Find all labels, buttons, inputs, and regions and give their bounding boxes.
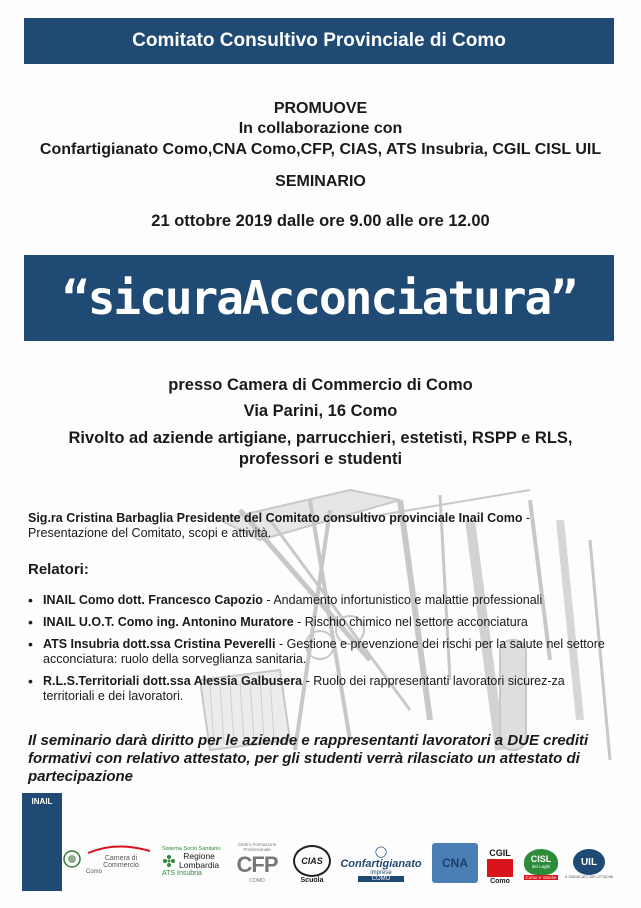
audience-line1: Rivolto ad aziende artigiane, parrucchieri, estetisti, RSPP e RLS, (68, 429, 573, 447)
relatore-speaker: INAIL U.O.T. Como ing. Antonino Muratore (43, 615, 294, 629)
audience-line2: professori e studenti (238, 450, 403, 468)
seminario-label: SEMINARIO (275, 173, 366, 190)
relatore-item (28, 615, 618, 630)
presentation-separator: - (522, 511, 531, 525)
cias-scuola-logo: CIAS Scuola (290, 842, 334, 886)
promuove-label: PROMUOVE (273, 100, 368, 117)
cgil-red-block (487, 859, 513, 877)
camera-commercio-logo: Camera di Commercio Como (86, 843, 156, 877)
relatore-item (28, 593, 618, 608)
comitato-seal-icon (62, 848, 82, 870)
venue-place: presso Camera di Commercio di Como (168, 376, 473, 394)
confartigianato-logo: ◯ Confartigianato imprese COMO (340, 845, 422, 882)
event-date: 21 ottobre 2019 dalle ore 9.00 alle ore 12.00 (151, 212, 490, 230)
presentation-block (28, 511, 618, 541)
relatori-heading: Relatori: (28, 561, 89, 578)
inail-logo: INAIL (22, 793, 62, 891)
collab-label: In collaborazione con (238, 120, 403, 137)
relatore-speaker: R.L.S.Territoriali dott.ssa Alessia Galbusera (43, 674, 303, 688)
event-title: “sicuraAcconciatura” (62, 271, 576, 325)
bullet-icon: • (28, 636, 33, 652)
relatore-topic: - Ruolo dei rappresentanti lavoratori sicurez-za territoriali e dei lavoratori. (43, 674, 565, 703)
header-bar (24, 18, 614, 64)
cfp-logo: Centro Formazione Professionale CFP COMO (236, 842, 278, 884)
rosa-camuna-icon (162, 854, 176, 868)
cna-logo: CNA (432, 843, 478, 883)
confartigianato-mark-icon: ◯ (374, 845, 388, 858)
event-title-bar (24, 255, 614, 341)
relatore-topic: - Andamento infortunistico e malattie professionali (262, 593, 543, 607)
closing-note: Il seminario darà diritto per le aziende e rappresentanti lavoratori a DUE crediti formativi con relativo attestato, per gli studenti verrà rilasciato un attestato di partecipazione (28, 732, 589, 785)
relatori-list (28, 593, 618, 711)
cisl-logo: CISL dei Laghi Como e Varese (522, 844, 560, 884)
presentation-topic: Presentazione del Comitato, scopi e attività. (28, 526, 272, 540)
relatore-item (28, 674, 618, 704)
relatore-speaker: INAIL Como dott. Francesco Capozio (43, 593, 263, 607)
relatore-topic: - Rischio chimico nel settore acconciatura (293, 615, 528, 629)
presentation-speaker: Sig.ra Cristina Barbaglia Presidente del Comitato consultivo provinciale Inail Como (28, 511, 523, 525)
relatore-speaker: ATS Insubria dott.ssa Cristina Peverelli (43, 637, 276, 651)
bullet-icon: • (28, 614, 33, 630)
venue-address: Via Parini, 16 Como (243, 402, 398, 420)
regione-lombardia-logo: Sistema Socio Sanitario Regione Lombardia ATS Insubria (162, 845, 221, 877)
relatore-item (28, 637, 618, 667)
relatore-topic: - Gestione e prevenzione dei rischi per la salute nel settore acconciatura: ruolo della sorveglianza sanitaria. (43, 637, 605, 666)
uil-logo: UIL IL SINDACATO DEI CITTADINI (564, 842, 614, 886)
header-title: Comitato Consultivo Provinciale di Como (132, 30, 506, 51)
partners-label: Confartigianato Como,CNA Como,CFP, CIAS, ATS Insubria, CGIL CISL UIL (39, 141, 602, 158)
bullet-icon: • (28, 673, 33, 689)
cgil-logo: CGIL Como (484, 842, 516, 890)
bullet-icon: • (28, 592, 33, 608)
